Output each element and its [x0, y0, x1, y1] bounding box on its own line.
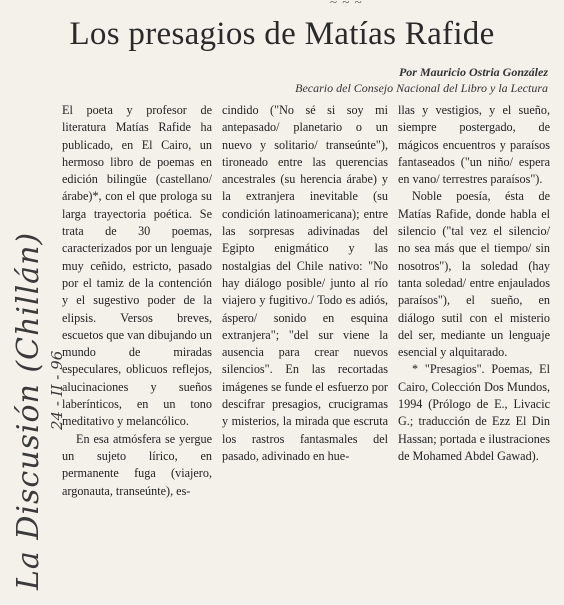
article-column-1 [62, 102, 212, 500]
paragraph: llas y vestigios, y el sueño, siempre postergado, de mágicos encuentros y paraísos fantaseados ("un niño/ espera en vano/ terrestres paraísos"). [398, 103, 550, 187]
article-column-2 [222, 102, 388, 465]
paragraph: cindido ("No sé si soy mi antepasado/ planetario o un nuevo y solitario/ transeúnte"), tironeado entre las querencias ancestrales (su herencia árabe) y la extranjera inevitable (su condición latinoamericana); entre las sorpresas adivinadas del Egipto enigmático y las nostalgias del Chile nativo: "No hay diálogo posible/ junto al río viajero y fugitivo./ Todo es adiós, áspero/ sonido en esquina extranjera"; "del sur viene la ausencia para crear nuevos silencios". En las recortadas imágenes se funde el esfuerzo por descifrar presagios, crucigramas y misterios, la mirada que escruta los rastros fantasmales del pasado, adivinado en hue- [222, 103, 388, 463]
byline-role: Becario del Consejo Nacional del Libro y la Lectura [295, 81, 548, 95]
paragraph: En esa atmósfera se yergue un sujeto lírico, en permanente fuga (viajero, argonauta, transeúnte), es- [62, 431, 212, 498]
byline [295, 64, 548, 96]
article-title: Los presagios de Matías Rafide [69, 16, 495, 52]
paragraph: El poeta y profesor de literatura Matías Rafide ha publicado, en El Cairo, un hermoso libro de poemas en edición bilingüe (castellano/árabe)*, con el que prologa su larga trayectoria poética. Se trata de 30 poemas, caracterizados por un lenguaje muy ceñido, estricto, pasado por el tamiz de la contención y el sugestivo poder de la elipsis. Versos breves, escuetos que van dibujando un mundo de miradas especulares, oblicuos reflejos, alucinaciones y sueños laberínticos, en un tono meditativo y melancólico. [62, 103, 212, 429]
cut-off-text-fragment: ~ ~ ~ [330, 0, 363, 8]
footnote: * "Presagios". Poemas, El Cairo, Colección Dos Mundos, 1994 (Prólogo de E., Livacic G.; traducción de Ezz El Din Hassan; portada e ilustraciones de Mohamed Abdel Gawad). [398, 362, 550, 463]
article-column-3 [398, 102, 550, 465]
paragraph: Noble poesía, ésta de Matías Rafide, donde habla el silencio ("tal vez el silencio/ no sea más que el tiempo/ sin nosotros"), la soledad (hay tanta soledad/ entre enjaulados paraísos"), el sueño, en diálogo sutil con el misterio del ser, mediante un lenguaje esencial y alquitarado. [398, 189, 550, 360]
handwritten-source-note: La Discusión (Chillán) [11, 231, 46, 590]
handwritten-date-note: 24 - II - 96 [48, 350, 66, 430]
byline-author: Por Mauricio Ostria González [398, 65, 548, 79]
